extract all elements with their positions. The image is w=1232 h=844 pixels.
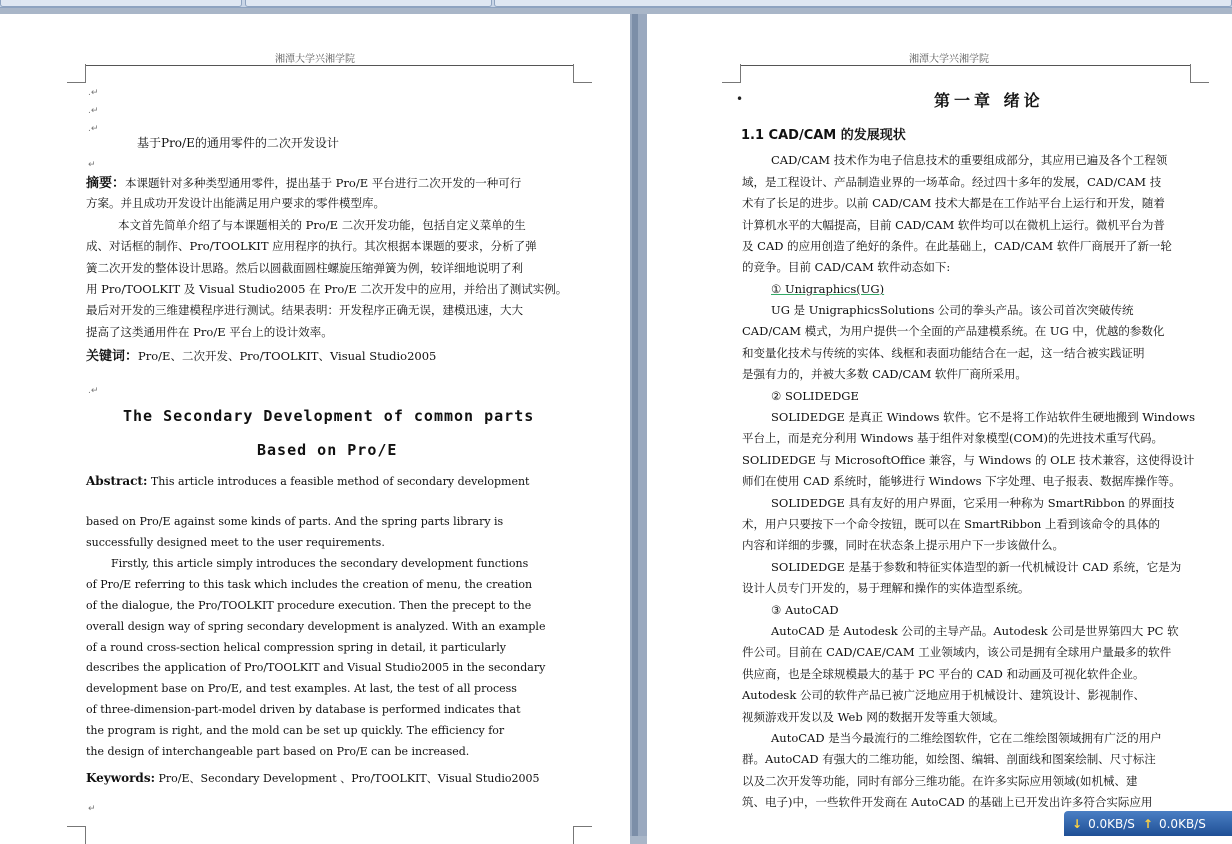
abstract-text: 本课题针对多种类型通用零件，提出基于 Pro/E 平台进行二次开发的一种可行 [125, 176, 522, 190]
upload-rate: 0.0KB/S [1158, 816, 1206, 831]
paragraph-mark: ↵ [88, 160, 96, 170]
document-page-left [0, 14, 630, 844]
margin-corner [1190, 64, 1209, 83]
abstract-line: 方案。并且成功开发设计出能满足用户要求的零件模型库。 [86, 196, 385, 210]
en-keywords-text: Pro/E、Secondary Development 、Pro/TOOLKIT、Visual Studio2005 [158, 772, 540, 785]
paragraph-mark: .↵ [88, 386, 99, 396]
body-line: CAD/CAM 技术作为电子信息技术的重要组成部分，其应用已遍及各个工程领 [771, 153, 1168, 167]
header-rule [740, 65, 1190, 66]
abstract-line [86, 176, 572, 191]
body-line: 术，用户只要按下一个命令按钮，既可以在 SmartRibbon 上看到该命令的具体的 [742, 517, 1160, 531]
en-abstract-text: This article introduces a feasible method of secondary development [150, 475, 530, 488]
en-keywords-label: Keywords: [86, 771, 156, 785]
document-page-right [647, 14, 1232, 844]
list-item-ug: ① Unigraphics(UG) [771, 282, 885, 296]
body-line: 件公司。目前在 CAD/CAE/CAM 工业领域内，该公司是拥有全球用户量最多的软件 [742, 645, 1172, 659]
en-abstract-line [86, 474, 529, 489]
window-tab[interactable] [245, 0, 492, 7]
window-tab[interactable] [0, 0, 242, 7]
body-line: 设计人员专门开发的，易于理解和操作的实体造型系统。 [742, 581, 1030, 595]
body-line: 视频游戏开发以及 Web 网的数据开发等重大领域。 [742, 710, 1005, 724]
body-line: 内容和详细的步骤，同时在状态条上提示用户下一步该做什么。 [742, 538, 1064, 552]
paragraph-mark: .↵ [88, 106, 99, 116]
cn-title: 基于Pro/E的通用零件的二次开发设计 [137, 136, 339, 150]
network-speed-widget[interactable] [1064, 811, 1232, 836]
paragraph-mark: ↵ [88, 804, 96, 814]
abstract-label: 摘要： [86, 176, 126, 191]
body-line: 师们在使用 CAD 系统时，能够进行 Windows 下字处理、电子报表、数据库操作等。 [742, 474, 1181, 488]
abstract-line: 用 Pro/TOOLKIT 及 Visual Studio2005 在 Pro/E 二次开发中的应用，并给出了测试实例。 [86, 282, 568, 296]
abstract-line: 簧二次开发的整体设计思路。然后以圆截面圆柱螺旋压缩弹簧为例，较详细地说明了利 [86, 261, 523, 275]
margin-corner [722, 64, 741, 83]
margin-corner [67, 64, 86, 83]
body-line: SOLIDEDGE 是基于参数和特征实体造型的新一代机械设计 CAD 系统，它是为 [771, 560, 1182, 574]
body-line: 术有了长足的进步。以前 CAD/CAM 技术大都是在工作站平台上运行和开发，随着 [742, 196, 1165, 210]
en-abstract-line: overall design way of spring secondary development is analyzed. With an example [86, 620, 546, 633]
en-abstract-line: of three-dimension-part-model driven by database is performed indicates that [86, 703, 521, 716]
body-line: 是强有力的，并被大多数 CAD/CAM 软件厂商所采用。 [742, 367, 1027, 381]
body-line: 计算机水平的大幅提高，目前 CAD/CAM 软件均可以在微机上运行。微机平台为普 [742, 218, 1165, 232]
abstract-line: 最后对开发的三维建模程序进行测试。结果表明：开发程序正确无误，建模迅速，大大 [86, 303, 523, 317]
en-title-line-1: The Secondary Development of common parts [123, 407, 535, 425]
en-keywords-line [86, 771, 540, 786]
keywords-line [86, 349, 436, 364]
window-tab[interactable] [494, 0, 1232, 7]
en-abstract-line: of the dialogue, the Pro/TOOLKIT procedure execution. Then the precept to the [86, 599, 532, 612]
paragraph-mark: .↵ [88, 124, 99, 134]
keywords-label: 关键词： [86, 349, 139, 364]
header-rule [85, 65, 573, 66]
margin-corner [573, 826, 592, 844]
en-abstract-line: Firstly, this article simply introduces the secondary development functions [111, 557, 529, 570]
body-line: 筑、电子)中，一些软件开发商在 AutoCAD 的基础上已开发出许多符合实际应用 [742, 795, 1153, 809]
margin-corner [67, 826, 86, 844]
en-title-line-2: Based on Pro/E [257, 441, 398, 459]
en-abstract-line: of a round cross-section helical compression spring in detail, it particularly [86, 641, 507, 654]
en-abstract-line: of Pro/E referring to this task which includes the creation of menu, the creation [86, 578, 533, 591]
body-line: AutoCAD 是 Autodesk 公司的主导产品。Autodesk 公司是世界第四大 PC 软 [771, 624, 1179, 638]
body-line: 群。AutoCAD 有强大的二维功能，如绘图、编辑、剖面线和图案绘制、尺寸标注 [742, 752, 1156, 766]
en-abstract-line: describes the application of Pro/TOOLKIT and Visual Studio2005 in the secondary [86, 661, 546, 674]
body-line: AutoCAD 是当今最流行的二维绘图软件，它在二维绘图领域拥有广泛的用户 [771, 731, 1162, 745]
en-abstract-line: the program is right, and the mold can be set up quickly. The efficiency for [86, 724, 505, 737]
page-divider [630, 14, 647, 836]
paragraph-mark: .↵ [88, 88, 99, 98]
page-header: 湘潭大学兴湘学院 [909, 54, 989, 65]
en-abstract-line: the design of interchangeable part based on Pro/E can be increased. [86, 745, 470, 758]
en-abstract-line: development base on Pro/E, and test examples. At last, the test of all process [86, 682, 517, 695]
en-abstract-line: based on Pro/E against some kinds of parts. And the spring parts library is [86, 515, 504, 528]
body-line: Autodesk 公司的软件产品已被广泛地应用于机械设计、建筑设计、影视制作、 [742, 688, 1145, 702]
en-abstract-label: Abstract: [86, 474, 148, 488]
body-line: SOLIDEDGE 与 MicrosoftOffice 兼容，与 Windows 的 OLE 技术兼容，这使得设计 [742, 453, 1195, 467]
body-line: SOLIDEDGE 是真正 Windows 软件。它不是将工作站软件生硬地搬到 Windows [771, 410, 1195, 424]
section-title: 1.1 CAD/CAM 的发展现状 [741, 128, 906, 143]
abstract-line: 本文首先简单介绍了与本课题相关的 Pro/E 二次开发功能，包括自定义菜单的生 [118, 218, 526, 232]
keywords-text: Pro/E、二次开发、Pro/TOOLKIT、Visual Studio2005 [138, 349, 437, 363]
page-header: 湘潭大学兴湘学院 [275, 54, 355, 65]
list-item-solidedge: ② SOLIDEDGE [771, 389, 859, 403]
body-line: 及 CAD 的应用创造了绝好的条件。在此基础上，CAD/CAM 软件厂商展开了新一轮 [742, 239, 1172, 253]
body-line: 平台上，而是充分利用 Windows 基于组件对象模型(COM)的先进技术重写代码。 [742, 431, 1164, 445]
body-line: SOLIDEDGE 具有友好的用户界面，它采用一种称为 SmartRibbon 的界面技 [771, 496, 1175, 510]
chapter-title: 第一章 绪论 [934, 91, 1044, 110]
margin-corner [573, 64, 592, 83]
body-line: 域，是工程设计、产品制造业界的一场革命。经过四十多年的发展，CAD/CAM 技 [742, 175, 1162, 189]
abstract-line: 成、对话框的制作、Pro/TOOLKIT 应用程序的执行。其次根据本课题的要求，分析了弹 [86, 239, 537, 253]
window-tab-strip [0, 0, 1232, 8]
download-arrow-icon: ↓ [1072, 816, 1083, 831]
body-line: 以及二次开发等功能，同时有部分三维功能。在许多实际应用领域(如机械、建 [742, 774, 1138, 788]
abstract-line: 提高了这类通用件在 Pro/E 平台上的设计效率。 [86, 325, 333, 339]
en-abstract-line: successfully designed meet to the user requirements. [86, 536, 385, 549]
list-item-autocad: ③ AutoCAD [771, 603, 839, 617]
body-line: 的竞争。目前 CAD/CAM 软件动态如下: [742, 260, 951, 274]
body-line: 和变量化技术与传统的实体、线框和表面功能结合在一起，这一结合被实践证明 [742, 346, 1145, 360]
body-line: UG 是 UnigraphicsSolutions 公司的拳头产品。该公司首次突破传统 [771, 303, 1134, 317]
list-bullet: • [736, 92, 744, 106]
body-line: 供应商，也是全球规模最大的基于 PC 平台的 CAD 和动画及可视化软件企业。 [742, 667, 1145, 681]
upload-arrow-icon: ↑ [1142, 816, 1153, 831]
body-line: CAD/CAM 模式，为用户提供一个全面的产品建模系统。在 UG 中，优越的参数化 [742, 324, 1165, 338]
download-rate: 0.0KB/S [1088, 816, 1135, 831]
